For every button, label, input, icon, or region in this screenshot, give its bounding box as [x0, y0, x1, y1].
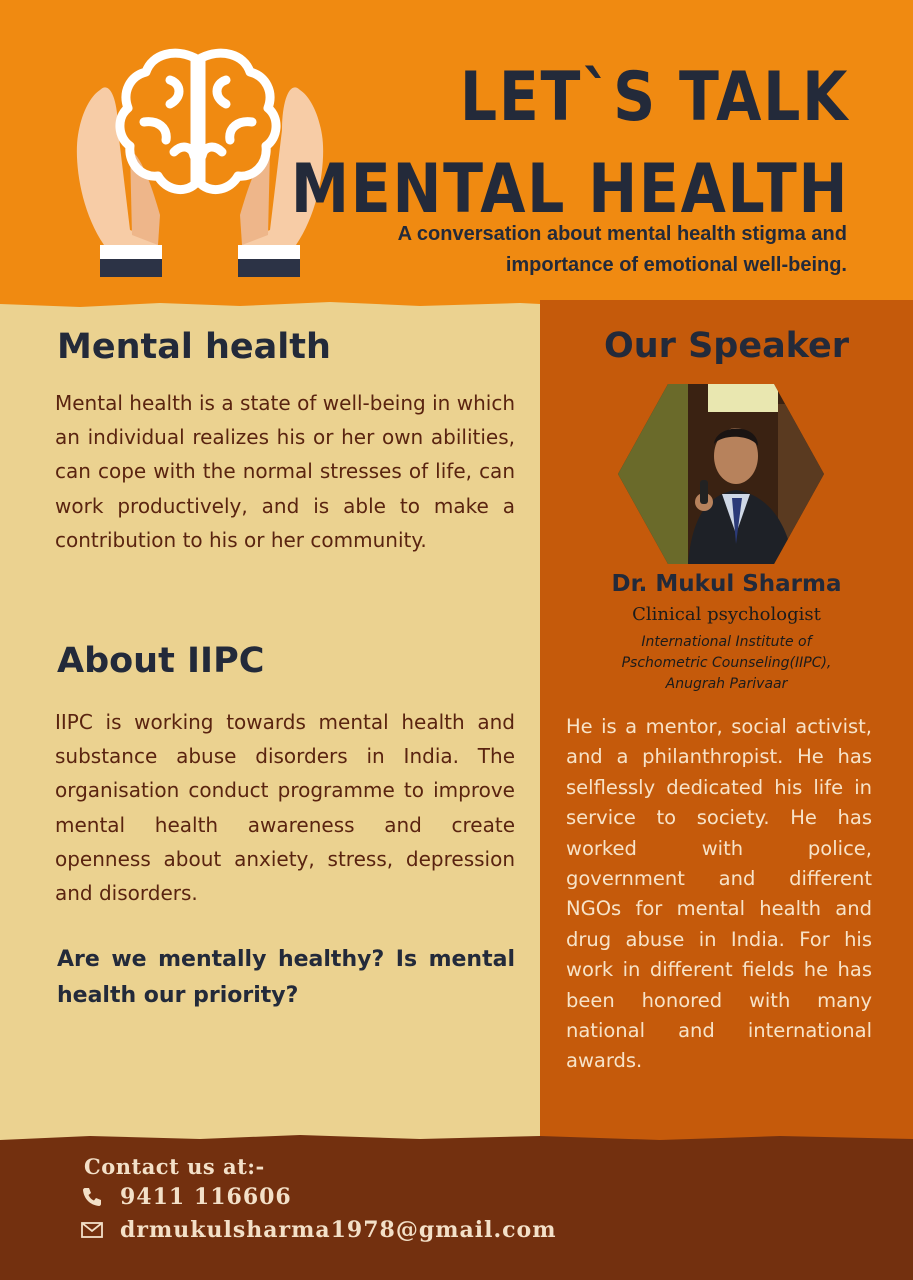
speaker-heading: Our Speaker — [603, 326, 850, 366]
header-banner — [0, 0, 913, 310]
mental-health-section — [55, 386, 515, 557]
mail-icon — [80, 1218, 104, 1242]
org-line-1: International Institute of — [641, 634, 812, 650]
org-line-3: Anugrah Parivaar — [665, 676, 788, 692]
mental-health-heading: Mental health — [57, 327, 331, 367]
phone-number: 9411 116606 — [120, 1184, 292, 1210]
speaker-photo — [618, 384, 824, 564]
speaker-organisation — [540, 632, 913, 695]
speaker-role: Clinical psychologist — [632, 604, 821, 625]
email-address: drmukulsharma1978@gmail.com — [120, 1217, 557, 1243]
title-line-1: LET`S TALK — [459, 58, 849, 137]
footer-torn-edge — [0, 1132, 913, 1144]
email-row[interactable] — [80, 1217, 556, 1243]
speaker-panel — [540, 300, 913, 1142]
phone-icon — [80, 1185, 104, 1209]
org-line-2: Pschometric Counseling(IIPC), — [621, 655, 832, 671]
mental-health-text: Mental health is a state of well-being in which an individual realizes his or her own abilities, can cope with the normal stresses of life, can work productively, and is able to make a contribution to his or her community. — [55, 391, 515, 552]
speaker-name: Dr. Mukul Sharma — [611, 571, 842, 597]
about-heading: About IIPC — [57, 641, 265, 681]
page-title — [291, 52, 849, 236]
priority-question: Are we mentally healthy? Is mental health our priority? — [57, 947, 515, 1008]
about-section — [55, 705, 515, 910]
title-line-2: MENTAL HEALTH — [290, 150, 849, 229]
phone-row[interactable] — [80, 1184, 292, 1210]
contact-heading: Contact us at:- — [84, 1154, 265, 1179]
speaker-bio: He is a mentor, social activist, and a philanthropist. He has selflessly dedicated his life in service to society. He has worked with police, government and different NGOs for mental health and drug abuse in India. For his work in different fields he has been honored with many national and international awards. — [566, 715, 872, 1073]
about-text: IIPC is working towards mental health and substance abuse disorders in India. The organisation conduct programme to improve mental health awareness and create openness about anxiety, stress, depression and disorders. — [55, 710, 515, 906]
contact-footer — [0, 1140, 913, 1280]
subtitle: A conversation about mental health stigma and importance of emotional well-being. — [397, 223, 847, 276]
